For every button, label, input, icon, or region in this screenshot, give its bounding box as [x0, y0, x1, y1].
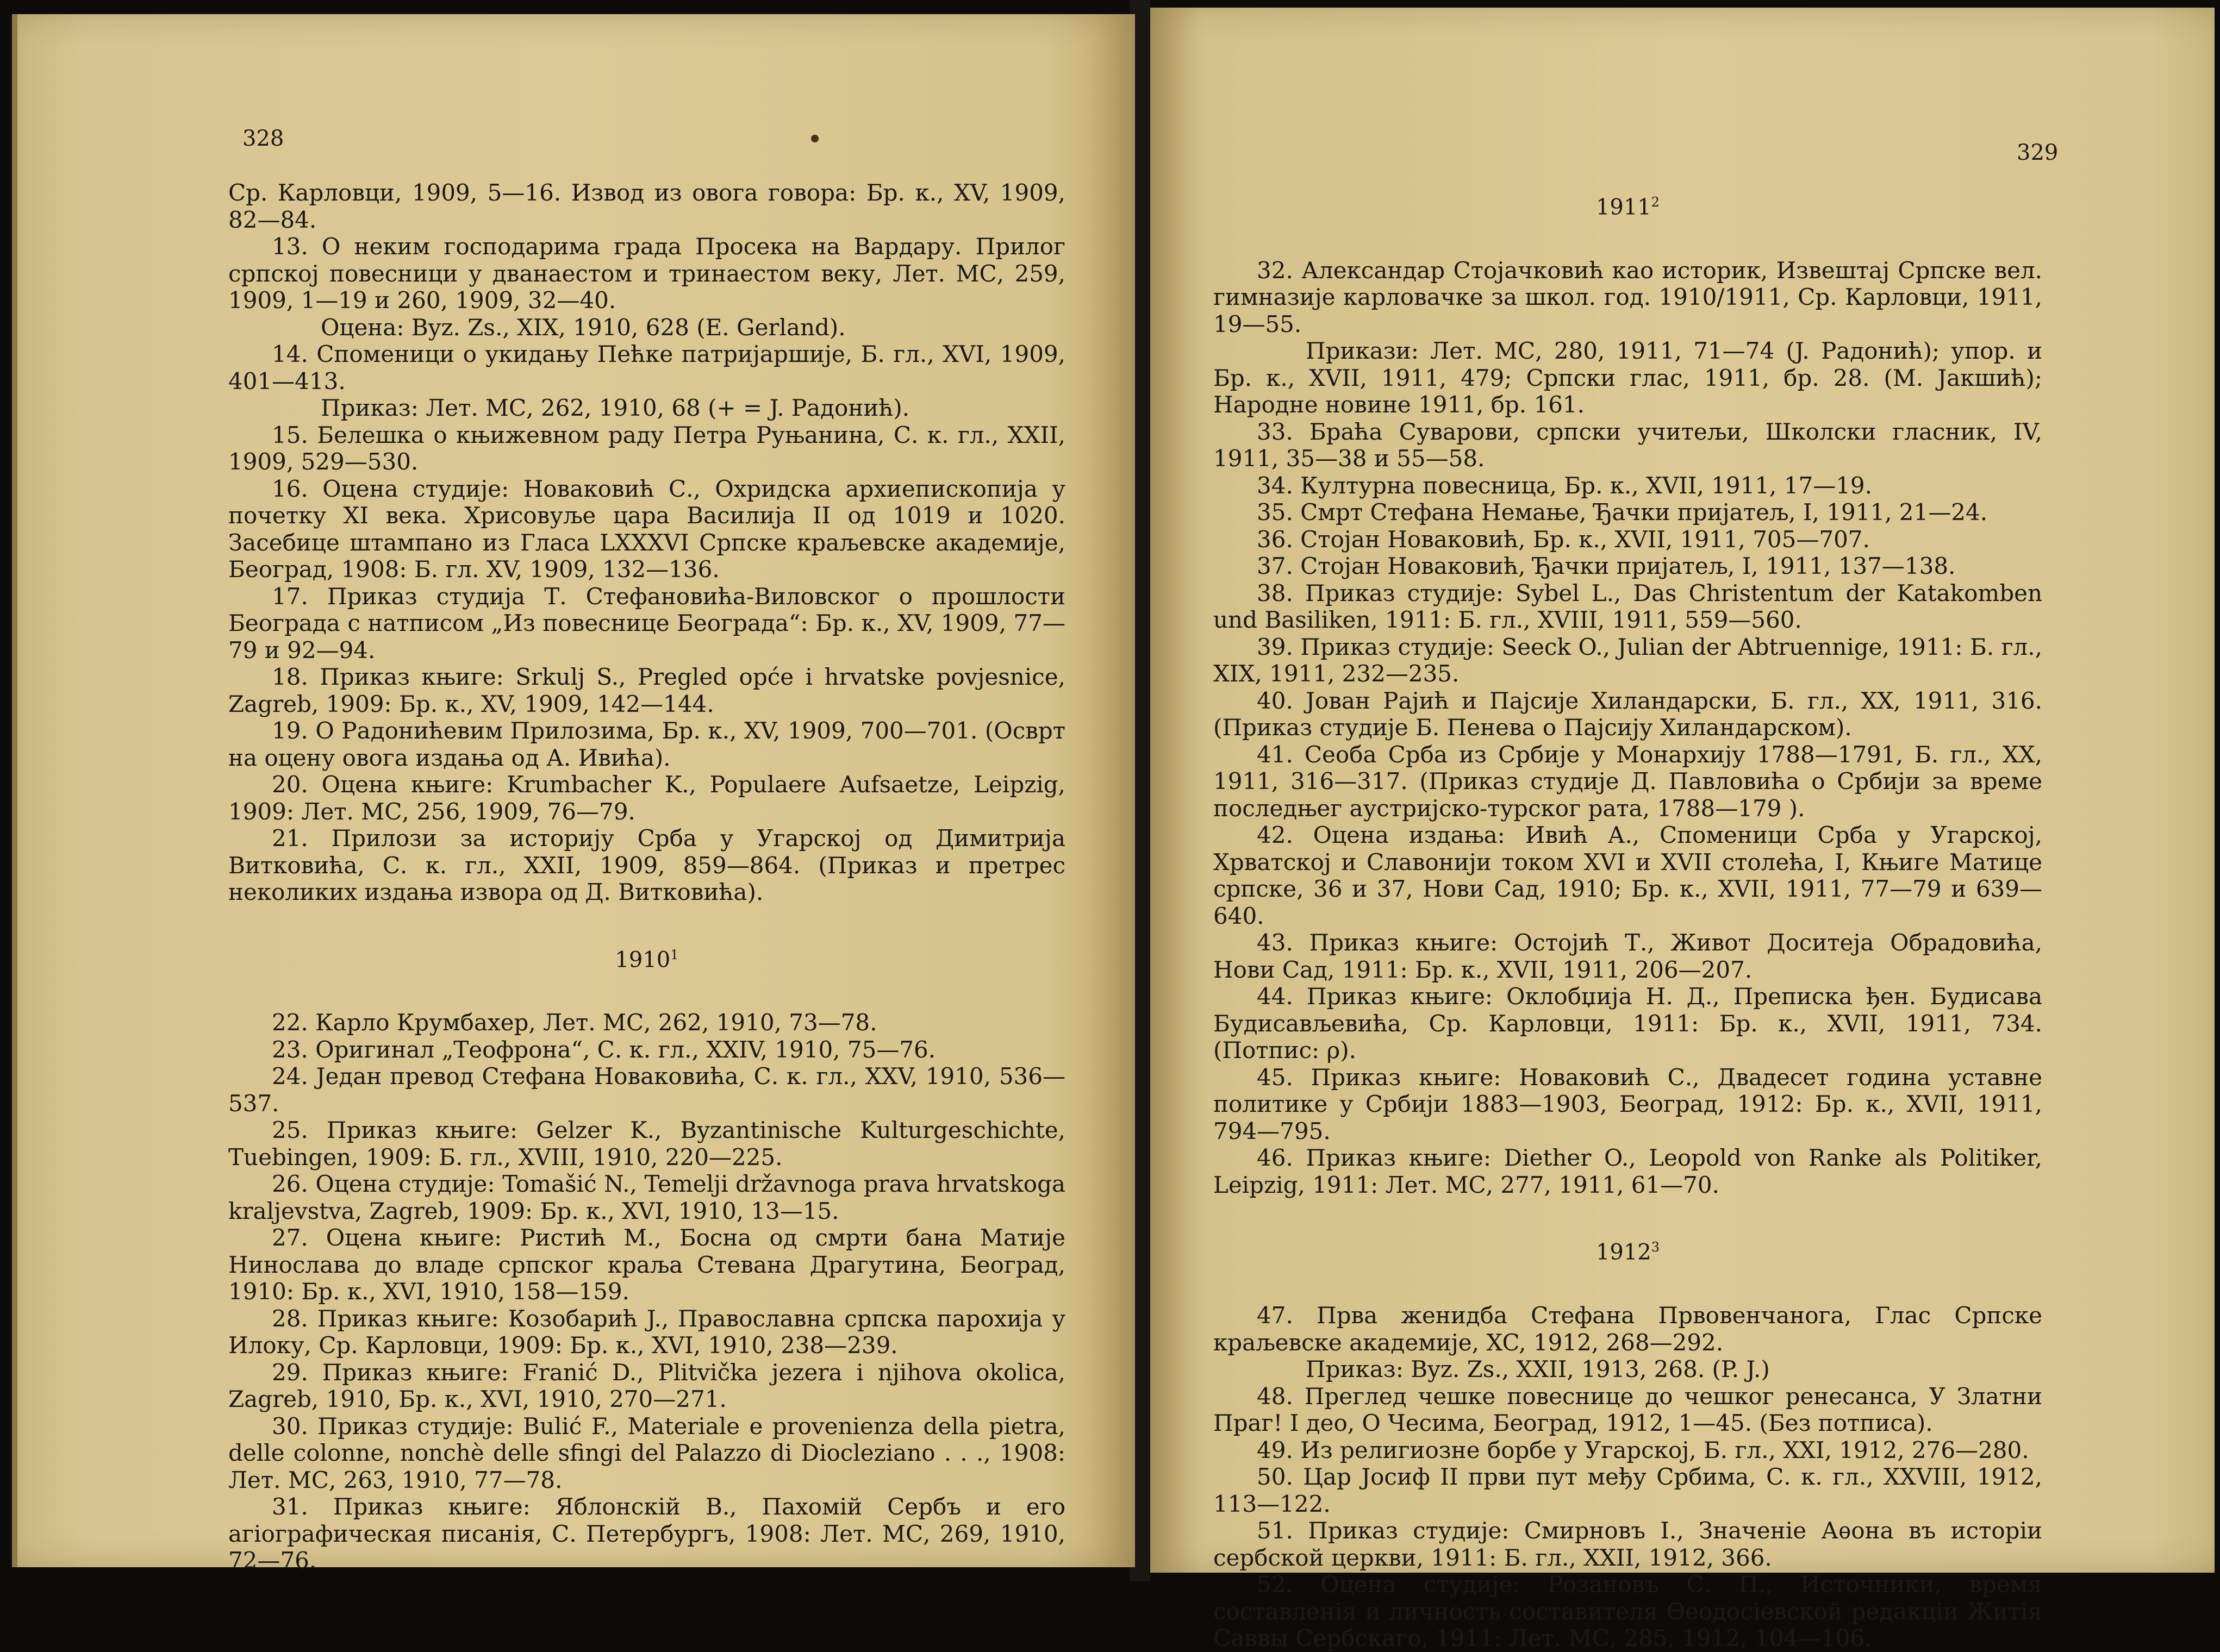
bibliography-entry: Ср. Карловци, 1909, 5—16. Извод из овога говора: Бр. к., XV, 1909, 82—84. [228, 179, 1065, 233]
left-page-text [228, 179, 1065, 1574]
bibliography-entry: 15. Белешка о књижевном раду Петра Руњанина, С. к. гл., XXII, 1909, 529—530. [228, 421, 1065, 475]
bibliography-entry: 46. Приказ књиге: Diether O., Leopold von Ranke als Politiker, Leipzig, 1911: Лет. МС, 277, 1911, 61—70. [1213, 1144, 2042, 1198]
review-note: Приказ: Лет. МС, 262, 1910, 68 (+ = J. Радонић). [321, 395, 910, 421]
bibliography-entry: 47. Прва женидба Стефана Првовенчанога, Глас Српске краљевске академије, XC, 1912, 268—292. [1213, 1302, 2042, 1356]
bibliography-entry: 30. Приказ студије: Bulić F., Materiale e provenienza della pietra, delle colonne, nonchè delle sfingi del Palazzo di Diocleziano . . ., 1908: Лет. МС, 263, 1910, 77—78. [228, 1412, 1065, 1493]
bibliography-entry: 17. Приказ студија Т. Стефановића-Виловског о прошлости Београда с натписом „Из повеснице Београда“: Бр. к., XV, 1909, 77—79 и 92—94. [228, 583, 1065, 664]
bibliography-entry: 45. Приказ књиге: Новаковић С., Двадесет година уставне политике у Србији 1883—1903, Београд, 1912: Бр. к., XVII, 1911, 794—795. [1213, 1063, 2042, 1144]
bibliography-entry: 33. Браћа Суварови, српски учитељи, Школски гласник, IV, 1911, 35—38 и 55—58. [1213, 418, 2042, 472]
bibliography-entry: Прикази: Лет. МС, 280, 1911, 71—74 (J. Радонић); упор. и Бр. к., XVII, 1911, 479; Српски глас, 1911, бр. 28. (М. Јакшић); Народне новине 1911, бр. 161. [1213, 337, 2042, 418]
bibliography-entry: 40. Јован Рајић и Пајсије Хиландарски, Б. гл., XX, 1911, 316. (Приказ студије Б. Пенева о Пајсију Хиландарском). [1213, 687, 2042, 741]
bibliography-entry: 20. Оцена књиге: Krumbacher K., Populaere Aufsaetze, Leipzig, 1909: Лет. МС, 256, 1909, 76—79. [228, 771, 1065, 825]
bibliography-entry: 34. Културна повесница, Бр. к., XVII, 1911, 17—19. [1257, 472, 1872, 499]
bibliography-entry: 16. Оцена студије: Новаковић С., Охридска архиепископија у почетку XI века. Хрисовуље цара Василија II од 1019 и 1020. Засебице штампано из Гласа LXXXVI Српске краљевске академије, Београд, 1908: Б. гл. XV, 1909, 132—136. [228, 475, 1065, 583]
right-page-text [1213, 184, 2042, 1652]
left-page-number: 328 [242, 126, 284, 151]
bibliography-entry: 29. Приказ књиге: Franić D., Plitvička jezera i njihova okolica, Zagreb, 1910, Бр. к., XVI, 1910, 270—271. [228, 1359, 1065, 1413]
bibliography-entry: 21. Прилози за историју Срба у Угарској од Димитрија Витковића, С. к. гл., XXII, 1909, 859—864. (Приказ и претрес неколиких издања извора од Д. Витковића). [228, 825, 1065, 905]
bibliography-entry: 19. О Радонићевим Прилозима, Бр. к., XV, 1909, 700—701. (Осврт на оцену овога издања од А. Ивића). [228, 717, 1065, 771]
bibliography-entry: 31. Приказ књиге: Яблонскiй В., Пахомiй Сербъ и его агiографическая писанiя, С. Петербургъ, 1908: Лет. МС, 269, 1910, 72—76. [228, 1493, 1065, 1574]
bibliography-entry: 43. Приказ књиге: Остојић Т., Живот Доситеја Обрадовића, Нови Сад, 1911: Бр. к., XVII, 1911, 206—207. [1213, 929, 2042, 983]
footnote-marker: 1 [670, 947, 679, 962]
bibliography-entry: 52. Оцена студије: Розановъ С. П., Источники, время составленiя и личность составителя Ѳеодосiевской редакцiи Житiя Саввы Сербскаго, 1911: Лет. МС, 285, 1912, 104—106. [1213, 1571, 2042, 1652]
year-heading-text: 1910 [615, 947, 671, 972]
bibliography-entry: 49. Из религиозне борбе у Угарској, Б. гл., XXI, 1912, 276—280. [1257, 1436, 2029, 1463]
right-page-number: 329 [2017, 140, 2059, 165]
bibliography-entry: 39. Приказ студије: Seeck O., Julian der Abtruennige, 1911: Б. гл., XIX, 1911, 232—235. [1213, 633, 2042, 687]
review-note: Приказ: Byz. Zs., XXII, 1913, 268. (P. J.) [1306, 1356, 1770, 1383]
bibliography-entry: 27. Оцена књиге: Ристић М., Босна од смрти бана Матије Нинослава до владе српског краља Стевана Драгутина, Београд, 1910: Бр. к., XVI, 1910, 158—159. [228, 1224, 1065, 1305]
bibliography-entry: 51. Приказ студије: Смирновъ I., Значенiе Аѳона въ исторiи сербской церкви, 1911: Б. гл., XXII, 1912, 366. [1213, 1517, 2042, 1571]
bibliography-entry: 35. Смрт Стефана Немање, Ђачки пријатељ, I, 1911, 21—24. [1257, 499, 1988, 526]
bibliography-entry: 37. Стојан Новаковић, Ђачки пријатељ, I, 1911, 137—138. [1257, 553, 1956, 580]
bibliography-entry: 41. Сеоба Срба из Србије у Монархију 1788—1791, Б. гл., XX, 1911, 316—317. (Приказ студије Д. Павловића о Србији за време последњег аустријско-турског рата, 1788—179 ). [1213, 741, 2042, 822]
bibliography-entry: 22. Карло Крумбахер, Лет. МС, 262, 1910, 73—78. [272, 1009, 877, 1036]
bibliography-entry: 23. Оригинал „Теофрона“, С. к. гл., XXIV, 1910, 75—76. [272, 1036, 936, 1063]
ink-spot [811, 135, 819, 142]
bibliography-entry: 38. Приказ студије: Sybel L., Das Christentum der Katakomben und Basiliken, 1911: Б. гл., XVIII, 1911, 559—560. [1213, 579, 2042, 634]
bibliography-entry: 44. Приказ књиге: Оклобџија Н. Д., Преписка ђен. Будисава Будисављевића, Ср. Карловци, 1911: Бр. к., XVII, 1911, 734. (Потпис: ρ). [1213, 983, 2042, 1064]
bibliography-entry: 18. Приказ књиге: Srkulj S., Pregled opće i hrvatske povjesnice, Zagreb, 1909: Бр. к., XV, 1909, 142—144. [228, 664, 1065, 717]
year-heading [1213, 189, 2042, 221]
footnote-marker: 3 [1651, 1240, 1660, 1255]
bibliography-entry: 13. О неким господарима града Просека на Вардару. Прилог српској повесници у дванаестом и тринаестом веку, Лет. МС, 259, 1909, 1—19 и 260, 1909, 32—40. [228, 233, 1065, 314]
bibliography-entry: 50. Цар Јосиф II први пут међу Србима, С. к. гл., XXVIII, 1912, 113—122. [1213, 1463, 2042, 1517]
bibliography-entry: 26. Оцена студије: Tomašić N., Temelji državnoga prava hrvatskoga kraljevstva, Zagreb, 1909: Бр. к., XVI, 1910, 13—15. [228, 1171, 1065, 1224]
review-note: Оцена: Byz. Zs., XIX, 1910, 628 (E. Gerland). [321, 314, 846, 341]
bibliography-entry: 32. Александар Стојачковић као историк, Извештај Српске вел. гимназије карловачке за школ. год. 1910/1911, Ср. Карловци, 1911, 19—55. [1213, 256, 2042, 337]
bibliography-entry: 14. Споменици о укидању Пећке патријаршије, Б. гл., XVI, 1909, 401—413. [228, 341, 1065, 395]
footnote-marker: 2 [1651, 195, 1660, 210]
bibliography-entry: 28. Приказ књиге: Козобарић J., Православна српска парохија у Илоку, Ср. Карловци, 1909: Бр. к., XVI, 1910, 238—239. [228, 1305, 1065, 1359]
bibliography-entry: 25. Приказ књиге: Gelzer K., Byzantinische Kulturgeschichte, Tuebingen, 1909: Б. гл., XVIII, 1910, 220—225. [228, 1117, 1065, 1171]
bibliography-entry: 24. Један превод Стефана Новаковића, С. к. гл., XXV, 1910, 536—537. [228, 1063, 1065, 1117]
bibliography-entry: 42. Оцена издања: Ивић А., Споменици Срба у Угарској, Хрватској и Славонији током XVI и XVII столећа, I, Књиге Матице српске, 36 и 37, Нови Сад, 1910; Бр. к., XVII, 1911, 77—79 и 639—640. [1213, 822, 2042, 929]
year-heading [1213, 1234, 2042, 1266]
year-heading [228, 942, 1065, 974]
bibliography-entry: 48. Преглед чешке повеснице до чешког ренесанса, У Златни Праг! I део, О Чесима, Београд, 1912, 1—45. (Без потписа). [1213, 1382, 2042, 1437]
bibliography-entry: 36. Стојан Новаковић, Бр. к., XVII, 1911, 705—707. [1257, 525, 1870, 553]
year-heading-text: 1911 [1595, 195, 1651, 220]
year-heading-text: 1912 [1595, 1240, 1651, 1265]
